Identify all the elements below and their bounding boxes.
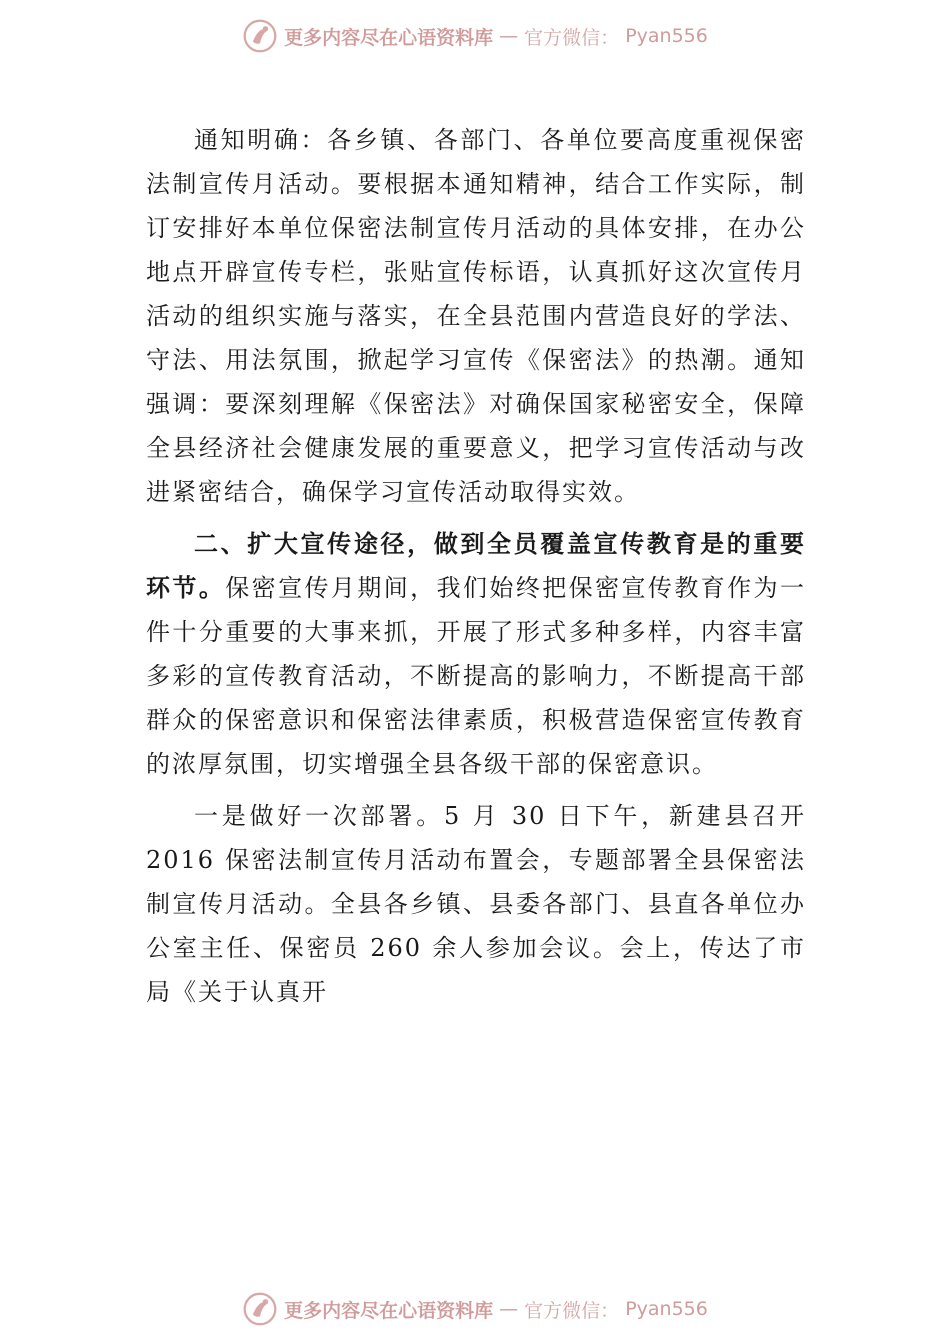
watermark-separator: — (499, 25, 519, 47)
paragraph-section-two (146, 522, 806, 786)
flower-logo-icon (242, 18, 278, 54)
watermark-wechat-id: Pyan556 (625, 25, 708, 47)
paragraph-deployment (146, 794, 806, 1014)
watermark-wechat-label: 官方微信： (524, 26, 620, 49)
paragraph-notice (146, 118, 806, 514)
footer-watermark (0, 1287, 950, 1331)
document-body (146, 118, 806, 1014)
header-watermark (0, 14, 950, 58)
watermark-wechat-label: 官方微信： (524, 1299, 620, 1322)
watermark-brand: 更多内容尽在心语资料库 (284, 1299, 494, 1322)
watermark-separator: — (499, 1298, 519, 1320)
section-heading: 二、扩大宣传途径，做到全员覆盖宣传教育是的重要环节。 (146, 529, 806, 602)
paragraph-text: 保密宣传月期间，我们始终把保密宣传教育作为一件十分重要的大事来抓，开展了形式多种多样，内容丰富多彩的宣传教育活动，不断提高的影响力，不断提高干部群众的保密意识和保密法律素质，积极营造保密宣传教育的浓厚氛围，切实增强全县各级干部的保密意识。 (146, 574, 806, 778)
watermark-brand: 更多内容尽在心语资料库 (284, 26, 494, 49)
flower-logo-icon (242, 1291, 278, 1327)
paragraph-text: 一是做好一次部署。5 月 30 日下午，新建县召开 2016 保密法制宣传月活动布置会，专题部署全县保密法制宣传月活动。全县各乡镇、县委各部门、县直各单位办公室主任、保密员 260 余人参加会议。会上，传达了市局《关于认真开 (146, 802, 806, 1006)
watermark-wechat-id: Pyan556 (625, 1298, 708, 1320)
paragraph-text: 通知明确：各乡镇、各部门、各单位要高度重视保密法制宣传月活动。要根据本通知精神，结合工作实际，制订安排好本单位保密法制宣传月活动的具体安排，在办公地点开辟宣传专栏，张贴宣传标语，认真抓好这次宣传月活动的组织实施与落实，在全县范围内营造良好的学法、守法、用法氛围，掀起学习宣传《保密法》的热潮。通知强调：要深刻理解《保密法》对确保国家秘密安全，保障全县经济社会健康发展的重要意义，把学习宣传活动与改进紧密结合，确保学习宣传活动取得实效。 (146, 126, 806, 506)
